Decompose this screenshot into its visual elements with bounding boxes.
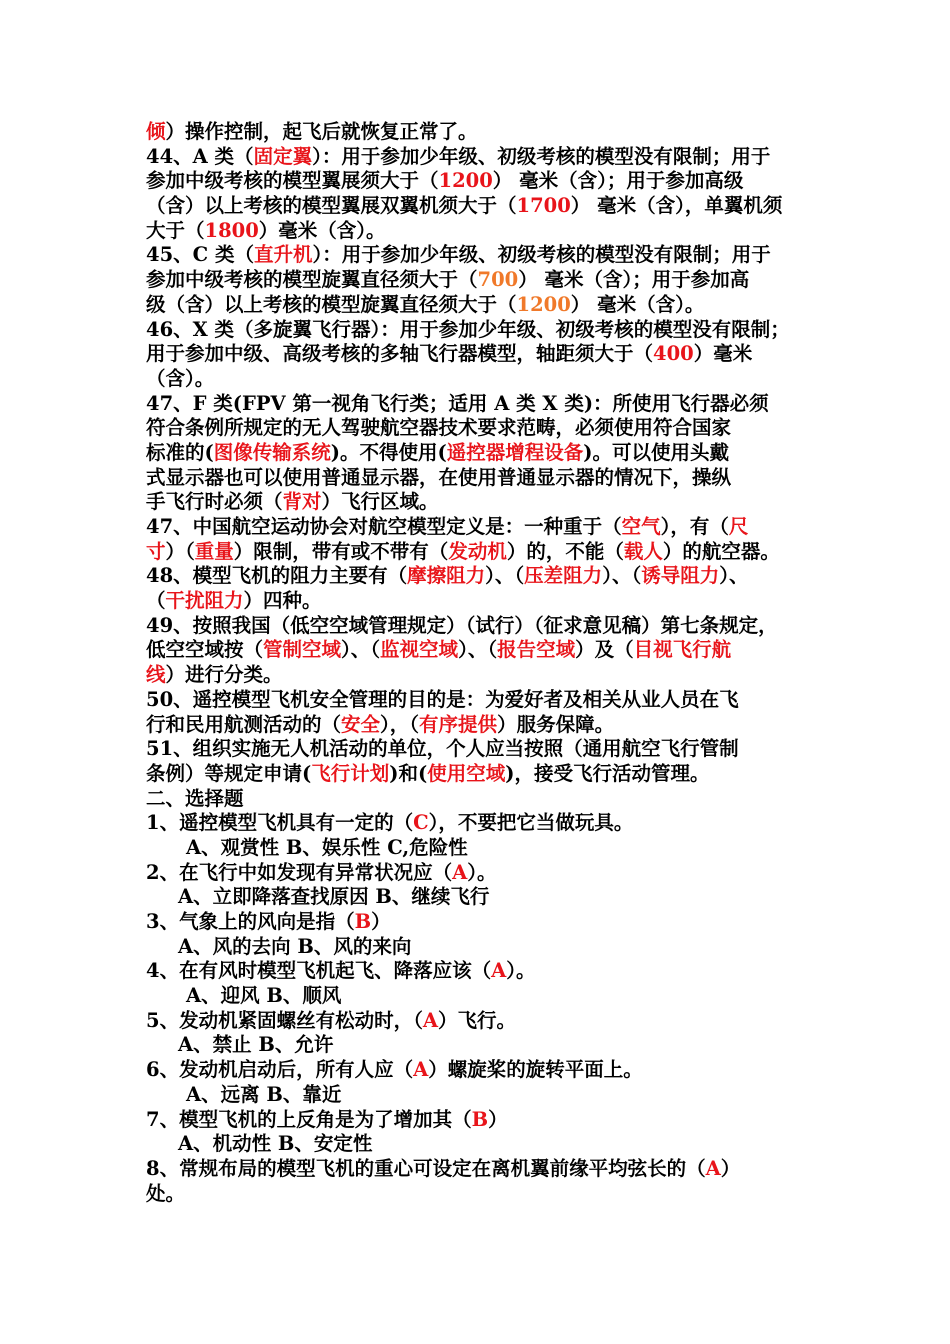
body-text: ）。 [506, 959, 536, 983]
answer-text: 载人 [623, 539, 663, 563]
choice-question-6 [146, 1058, 816, 1083]
body-text: 标准的( [146, 440, 214, 464]
answer-text: 遥控器增程设备 [446, 440, 584, 464]
question-46 [146, 318, 816, 343]
body-text: 大于（ [146, 218, 205, 242]
body-text: ）：用于参加少年级、初级考核的模型没有限制；用于 [312, 144, 771, 168]
answer-text: 1800 [204, 218, 259, 242]
answer-text: B [471, 1107, 489, 1131]
answer-text: 监视空域 [380, 638, 459, 662]
choice-options [146, 935, 816, 960]
body-text: 46、X 类（多旋翼飞行器）：用于参加少年级、初级考核的模型没有限制； [146, 317, 790, 341]
text-line [146, 416, 816, 441]
options-text: A、风的去向 B、风的来向 [178, 934, 412, 958]
answer-text: 1700 [516, 194, 571, 218]
answer-text: 目视飞行航 [633, 638, 732, 662]
question-47-definition [146, 515, 816, 540]
answer-text: 使用空域 [427, 761, 506, 785]
answer-text: 诱导阻力 [641, 564, 720, 588]
answer-text: 1200 [438, 169, 493, 193]
body-text: 50、遥控模型飞机安全管理的目的是：为爱好者及相关从业人员在飞 [146, 687, 739, 711]
body-text: 44、A 类（ [146, 144, 254, 168]
answer-text: 线 [146, 663, 166, 687]
body-text: ） [488, 1107, 508, 1131]
options-text: A、立即降落查找原因 B、继续飞行 [178, 885, 490, 909]
choice-options [146, 885, 816, 910]
heading-text: 二、选择题 [146, 786, 244, 810]
body-text: 行和民用航测活动的（ [146, 712, 342, 736]
choice-options [146, 1083, 816, 1108]
body-text: （含）。 [146, 366, 215, 390]
options-text: A、观赏性 B、娱乐性 C,危险性 [186, 835, 468, 859]
body-text: ）、（ [602, 564, 642, 588]
body-text: ）：用于参加少年级、初级考核的模型没有限制；用于 [312, 243, 771, 267]
body-text: ）飞行。 [437, 1008, 516, 1032]
question-45 [146, 243, 816, 268]
body-text: ）、（ [341, 638, 381, 662]
text-line [146, 194, 816, 219]
answer-text: A [452, 860, 468, 884]
body-text: 8、常规布局的模型飞机的重心可设定在离机翼前缘平均弦长的（ [146, 1156, 706, 1180]
body-text: 1、遥控模型飞机具有一定的（ [146, 811, 414, 835]
body-text: 7、模型飞机的上反角是为了增加其（ [146, 1107, 472, 1131]
body-text: ）、 [719, 564, 749, 588]
body-text: 3、气象上的风向是指（ [146, 910, 355, 933]
body-text: ） 毫米（含），单翼机须 [570, 194, 783, 218]
choice-question-7 [146, 1108, 816, 1133]
body-text: ）、（ [458, 638, 498, 662]
answer-text: 报告空域 [497, 638, 576, 662]
answer-text: A [491, 959, 507, 983]
body-text: ）及（ [575, 638, 634, 662]
body-text: )和( [389, 761, 428, 785]
body-text: 4、在有风时模型飞机起飞、降落应该（ [146, 959, 492, 983]
body-text: ），（ [380, 712, 420, 736]
text-line [146, 342, 816, 367]
body-text: 49、按照我国（低空空域管理规定）（试行）（征求意见稿）第七条规定， [146, 613, 778, 637]
text-line [146, 219, 816, 244]
text-line [146, 762, 816, 787]
body-text: 符合条例所规定的无人驾驶航空器技术要求范畴，必须使用符合国家 [146, 416, 732, 440]
answer-text: 管制空域 [263, 638, 342, 662]
answer-text: 空气 [621, 515, 661, 538]
body-text: ）服务保障。 [497, 712, 615, 736]
answer-text: 固定翼 [253, 144, 313, 168]
text-line [146, 466, 816, 491]
body-text: 式显示器也可以使用普通显示器，在使用普通显示器的情况下，操纵 [146, 465, 732, 489]
choice-options [146, 984, 816, 1009]
body-text: )。不得使用( [330, 440, 447, 464]
text-line [146, 713, 816, 738]
answer-text: 700 [477, 268, 519, 292]
answer-text: 寸 [146, 539, 166, 563]
options-text: A、禁止 B、允许 [178, 1033, 334, 1057]
question-44 [146, 145, 816, 170]
body-text: （含）以上考核的模型翼展双翼机须大于（ [146, 194, 517, 218]
text-line [146, 589, 816, 614]
question-48 [146, 564, 816, 589]
body-text: 47、F 类(FPV 第一视角飞行类；适用 A 类 X 类)：所使用飞行器必须 [146, 391, 769, 415]
answer-text: 摩擦阻力 [407, 564, 486, 588]
options-text: A、机动性 B、安定性 [178, 1132, 373, 1156]
body-text: ）限制，带有或不带有（ [233, 539, 449, 563]
choice-question-8 [146, 1157, 816, 1182]
text-line [146, 293, 816, 318]
choice-question-4 [146, 959, 816, 984]
question-51 [146, 737, 816, 762]
body-text: ） [720, 1156, 741, 1180]
body-text: 处。 [146, 1181, 186, 1205]
answer-text: 倾 [146, 120, 166, 143]
answer-text: 干扰阻力 [165, 589, 244, 613]
choice-options [146, 1132, 816, 1157]
answer-text: 图像传输系统 [213, 440, 331, 464]
text-line [146, 169, 816, 194]
text-line [146, 367, 816, 392]
answer-text: A [705, 1156, 721, 1180]
choice-question-1 [146, 811, 816, 836]
body-text: 2、在飞行中如发现有异常状况应（ [146, 860, 453, 884]
choice-options [146, 836, 816, 861]
body-text: （ [146, 589, 166, 613]
text-line [146, 540, 816, 565]
options-text: A、远离 B、靠近 [186, 1082, 342, 1106]
body-text: 5、发动机紧固螺丝有松动时，（ [146, 1008, 423, 1032]
body-text: ）飞行区域。 [321, 490, 439, 514]
body-text: ）毫米（含）。 [258, 218, 386, 242]
body-text: ）、（ [485, 564, 525, 588]
answer-text: A [413, 1058, 429, 1082]
body-text: ） 毫米（含）；用于参加高级 [492, 169, 744, 193]
body-text: ）（ [165, 539, 195, 563]
text-line [146, 268, 816, 293]
body-text: ）螺旋桨的旋转平面上。 [428, 1058, 643, 1082]
choice-question-5 [146, 1009, 816, 1034]
body-text: 级（含）以上考核的模型旋翼直径须大于（ [146, 292, 517, 316]
answer-text: 尺 [728, 515, 749, 538]
body-text: 低空空域按（ [146, 638, 264, 662]
text-line [146, 441, 816, 466]
body-text: ）进行分类。 [165, 663, 283, 687]
body-text: 51、组织实施无人机活动的单位，个人应当按照（通用航空飞行管制 [146, 737, 739, 761]
body-text: 参加中级考核的模型翼展须大于（ [146, 169, 439, 193]
body-text: ） [371, 910, 391, 933]
answer-text: 安全 [341, 712, 381, 736]
answer-text: 1200 [516, 292, 571, 316]
body-text: ）的航空器。 [662, 539, 780, 563]
text-line [146, 638, 816, 663]
body-text: ）的，不能（ [506, 539, 624, 563]
answer-text: B [354, 910, 372, 933]
body-text: 参加中级考核的模型旋翼直径须大于（ [146, 268, 478, 292]
answer-text: 压差阻力 [524, 564, 603, 588]
body-text: ） 毫米（含）；用于参加高 [518, 268, 750, 292]
document-page [146, 120, 816, 1206]
answer-text: 直升机 [253, 243, 313, 267]
options-text: A、迎风 B、顺风 [186, 984, 342, 1008]
body-text: 6、发动机启动后，所有人应（ [146, 1058, 414, 1082]
question-47-fpv [146, 392, 816, 417]
answer-text: C [413, 811, 429, 835]
answer-text: 重量 [194, 539, 234, 563]
answer-text: 飞行计划 [311, 761, 390, 785]
question-50 [146, 688, 816, 713]
choice-question-2 [146, 861, 816, 886]
body-text: ）四种。 [243, 589, 322, 613]
text-line [146, 663, 816, 688]
question-49 [146, 614, 816, 639]
body-text: 45、C 类（ [146, 243, 254, 267]
body-text: ）毫米 [693, 342, 753, 366]
text-line [146, 120, 816, 145]
body-text: ） 毫米（含）。 [570, 292, 705, 316]
body-text: )，接受飞行活动管理。 [505, 761, 710, 785]
body-text: 47、中国航空运动协会对航空模型定义是：一种重于（ [146, 515, 622, 538]
body-text: 手飞行时必须（ [146, 490, 283, 514]
answer-text: 背对 [282, 490, 322, 514]
body-text: ）。 [467, 860, 497, 884]
body-text: ），不要把它当做玩具。 [428, 811, 634, 835]
body-text: )。可以使用头戴 [583, 440, 729, 464]
answer-text: 有序提供 [419, 712, 498, 736]
choice-options [146, 1033, 816, 1058]
text-line [146, 490, 816, 515]
answer-text: 400 [653, 342, 694, 366]
body-text: ）操作控制，起飞后就恢复正常了。 [165, 120, 478, 143]
choice-question-3 [146, 910, 816, 935]
body-text: ），有（ [660, 515, 729, 538]
body-text: 用于参加中级、高级考核的多轴飞行器模型，轴距须大于（ [146, 342, 654, 366]
answer-text: 发动机 [448, 539, 507, 563]
text-line [146, 1182, 816, 1207]
answer-text: A [422, 1008, 438, 1032]
body-text: 条例）等规定申请( [146, 761, 312, 785]
section-heading [146, 787, 816, 812]
body-text: 48、模型飞机的阻力主要有（ [146, 564, 408, 588]
